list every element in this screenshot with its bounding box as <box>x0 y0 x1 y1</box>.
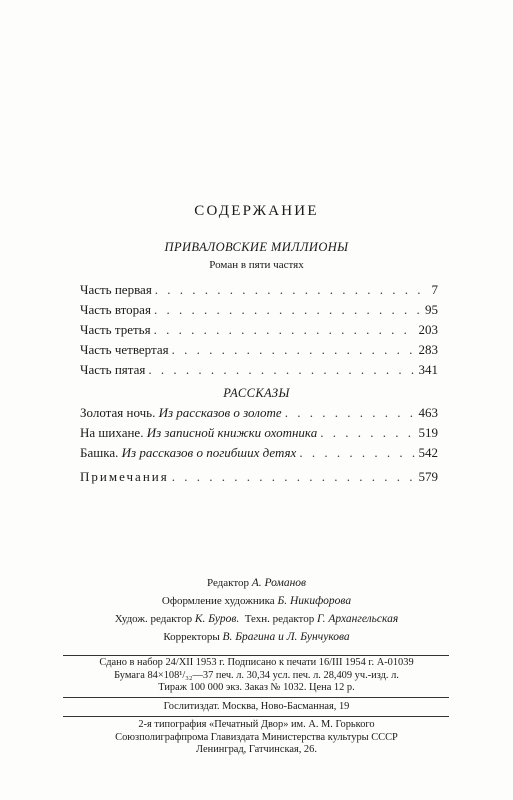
imprint-line: Бумага 84×108¹/₃₂—37 печ. л. 30,34 усл. печ. л. 28,409 уч.-изд. л. <box>114 669 399 681</box>
credit-role: Редактор <box>206 577 250 589</box>
toc-entry-note: Из рассказов о погибших детях <box>121 445 297 460</box>
leader-dots <box>172 342 416 358</box>
page-title: СОДЕРЖАНИЕ <box>194 203 319 219</box>
stories-toc <box>80 405 438 489</box>
toc-entry-label: Примечания <box>80 469 169 484</box>
toc-entry[interactable] <box>80 282 438 302</box>
credit-proof <box>0 628 513 646</box>
toc-entry-page: 542 <box>418 445 438 460</box>
credit-editor <box>0 574 513 592</box>
credit-design <box>0 592 513 610</box>
credit-person: Г. Архангельская <box>316 613 399 625</box>
leader-dots <box>172 469 416 485</box>
credit-role: Худож. редактор <box>114 613 193 625</box>
divider <box>63 697 449 698</box>
toc-entry[interactable] <box>80 342 438 362</box>
toc-entry-label: Часть четвертая <box>80 342 169 357</box>
toc-entry-page: 7 <box>431 282 438 297</box>
leader-dots <box>154 302 422 318</box>
toc-entry-note: Из рассказов о золоте <box>158 405 282 420</box>
leader-dots <box>155 282 429 298</box>
imprint-line: Тираж 100 000 экз. Заказ № 1032. Цена 12 р. <box>158 682 355 694</box>
toc-entry-label: Башка. <box>80 445 119 460</box>
imprint-line: Союзполиграфпрома Главиздата Министерства культуры СССР <box>115 731 398 743</box>
leader-dots <box>320 425 415 441</box>
toc-entry-label: Часть третья <box>80 322 151 337</box>
toc-entry-label: Часть вторая <box>80 302 151 317</box>
toc-entry-label: Часть первая <box>80 282 152 297</box>
leader-dots <box>154 322 416 338</box>
toc-entry[interactable] <box>80 302 438 322</box>
toc-entry[interactable] <box>80 362 438 382</box>
leader-dots <box>148 362 415 378</box>
toc-entry-label: Часть пятая <box>80 362 146 377</box>
stories-title: РАССКАЗЫ <box>223 386 290 400</box>
novel-subtitle: Роман в пяти частях <box>209 259 304 271</box>
leader-dots <box>285 405 416 421</box>
credit-role: Техн. редактор <box>244 613 315 625</box>
toc-entry[interactable] <box>80 469 438 489</box>
novel-toc <box>80 282 438 382</box>
credit-person: Б. Никифорова <box>277 595 352 607</box>
toc-entry[interactable] <box>80 322 438 342</box>
toc-entry-note: Из записной книжки охотника <box>146 425 318 440</box>
novel-title: ПРИВАЛОВСКИЕ МИЛЛИОНЫ <box>164 240 349 254</box>
credit-role: Корректоры <box>163 631 220 643</box>
credit-person: В. Брагина и Л. Бунчукова <box>222 631 350 643</box>
credit-art-tech <box>0 610 513 628</box>
toc-entry-page: 283 <box>418 342 438 357</box>
toc-entry-page: 463 <box>418 405 438 420</box>
imprint-line: Ленинград, Гатчинская, 26. <box>196 744 317 756</box>
divider <box>63 716 449 717</box>
credit-person: К. Буров. <box>194 613 240 625</box>
toc-entry[interactable] <box>80 445 438 465</box>
credit-person: А. Романов <box>251 577 307 589</box>
credit-role: Оформление художника <box>161 595 275 607</box>
imprint-line: 2-я типография «Печатный Двор» им. А. М. Горького <box>138 719 375 730</box>
toc-entry-page: 203 <box>418 322 438 337</box>
printer-block <box>0 719 513 757</box>
divider <box>63 655 449 656</box>
publisher-line: Гослитиздат. Москва, Ново-Басманная, 19 <box>163 701 350 712</box>
leader-dots <box>299 445 415 461</box>
toc-entry-page: 519 <box>418 425 438 440</box>
toc-entry-page: 95 <box>425 302 438 317</box>
toc-entry-label: Золотая ночь. <box>80 405 156 420</box>
toc-entry-page: 579 <box>418 469 438 484</box>
toc-entry[interactable] <box>80 405 438 425</box>
credits <box>0 574 513 646</box>
toc-entry-label: На шихане. <box>80 425 144 440</box>
toc-entry-page: 341 <box>418 362 438 377</box>
imprint-block <box>0 657 513 695</box>
imprint-line: Сдано в набор 24/XII 1953 г. Подписано к печати 16/III 1954 г. А-01039 <box>99 657 414 668</box>
toc-entry[interactable] <box>80 425 438 445</box>
